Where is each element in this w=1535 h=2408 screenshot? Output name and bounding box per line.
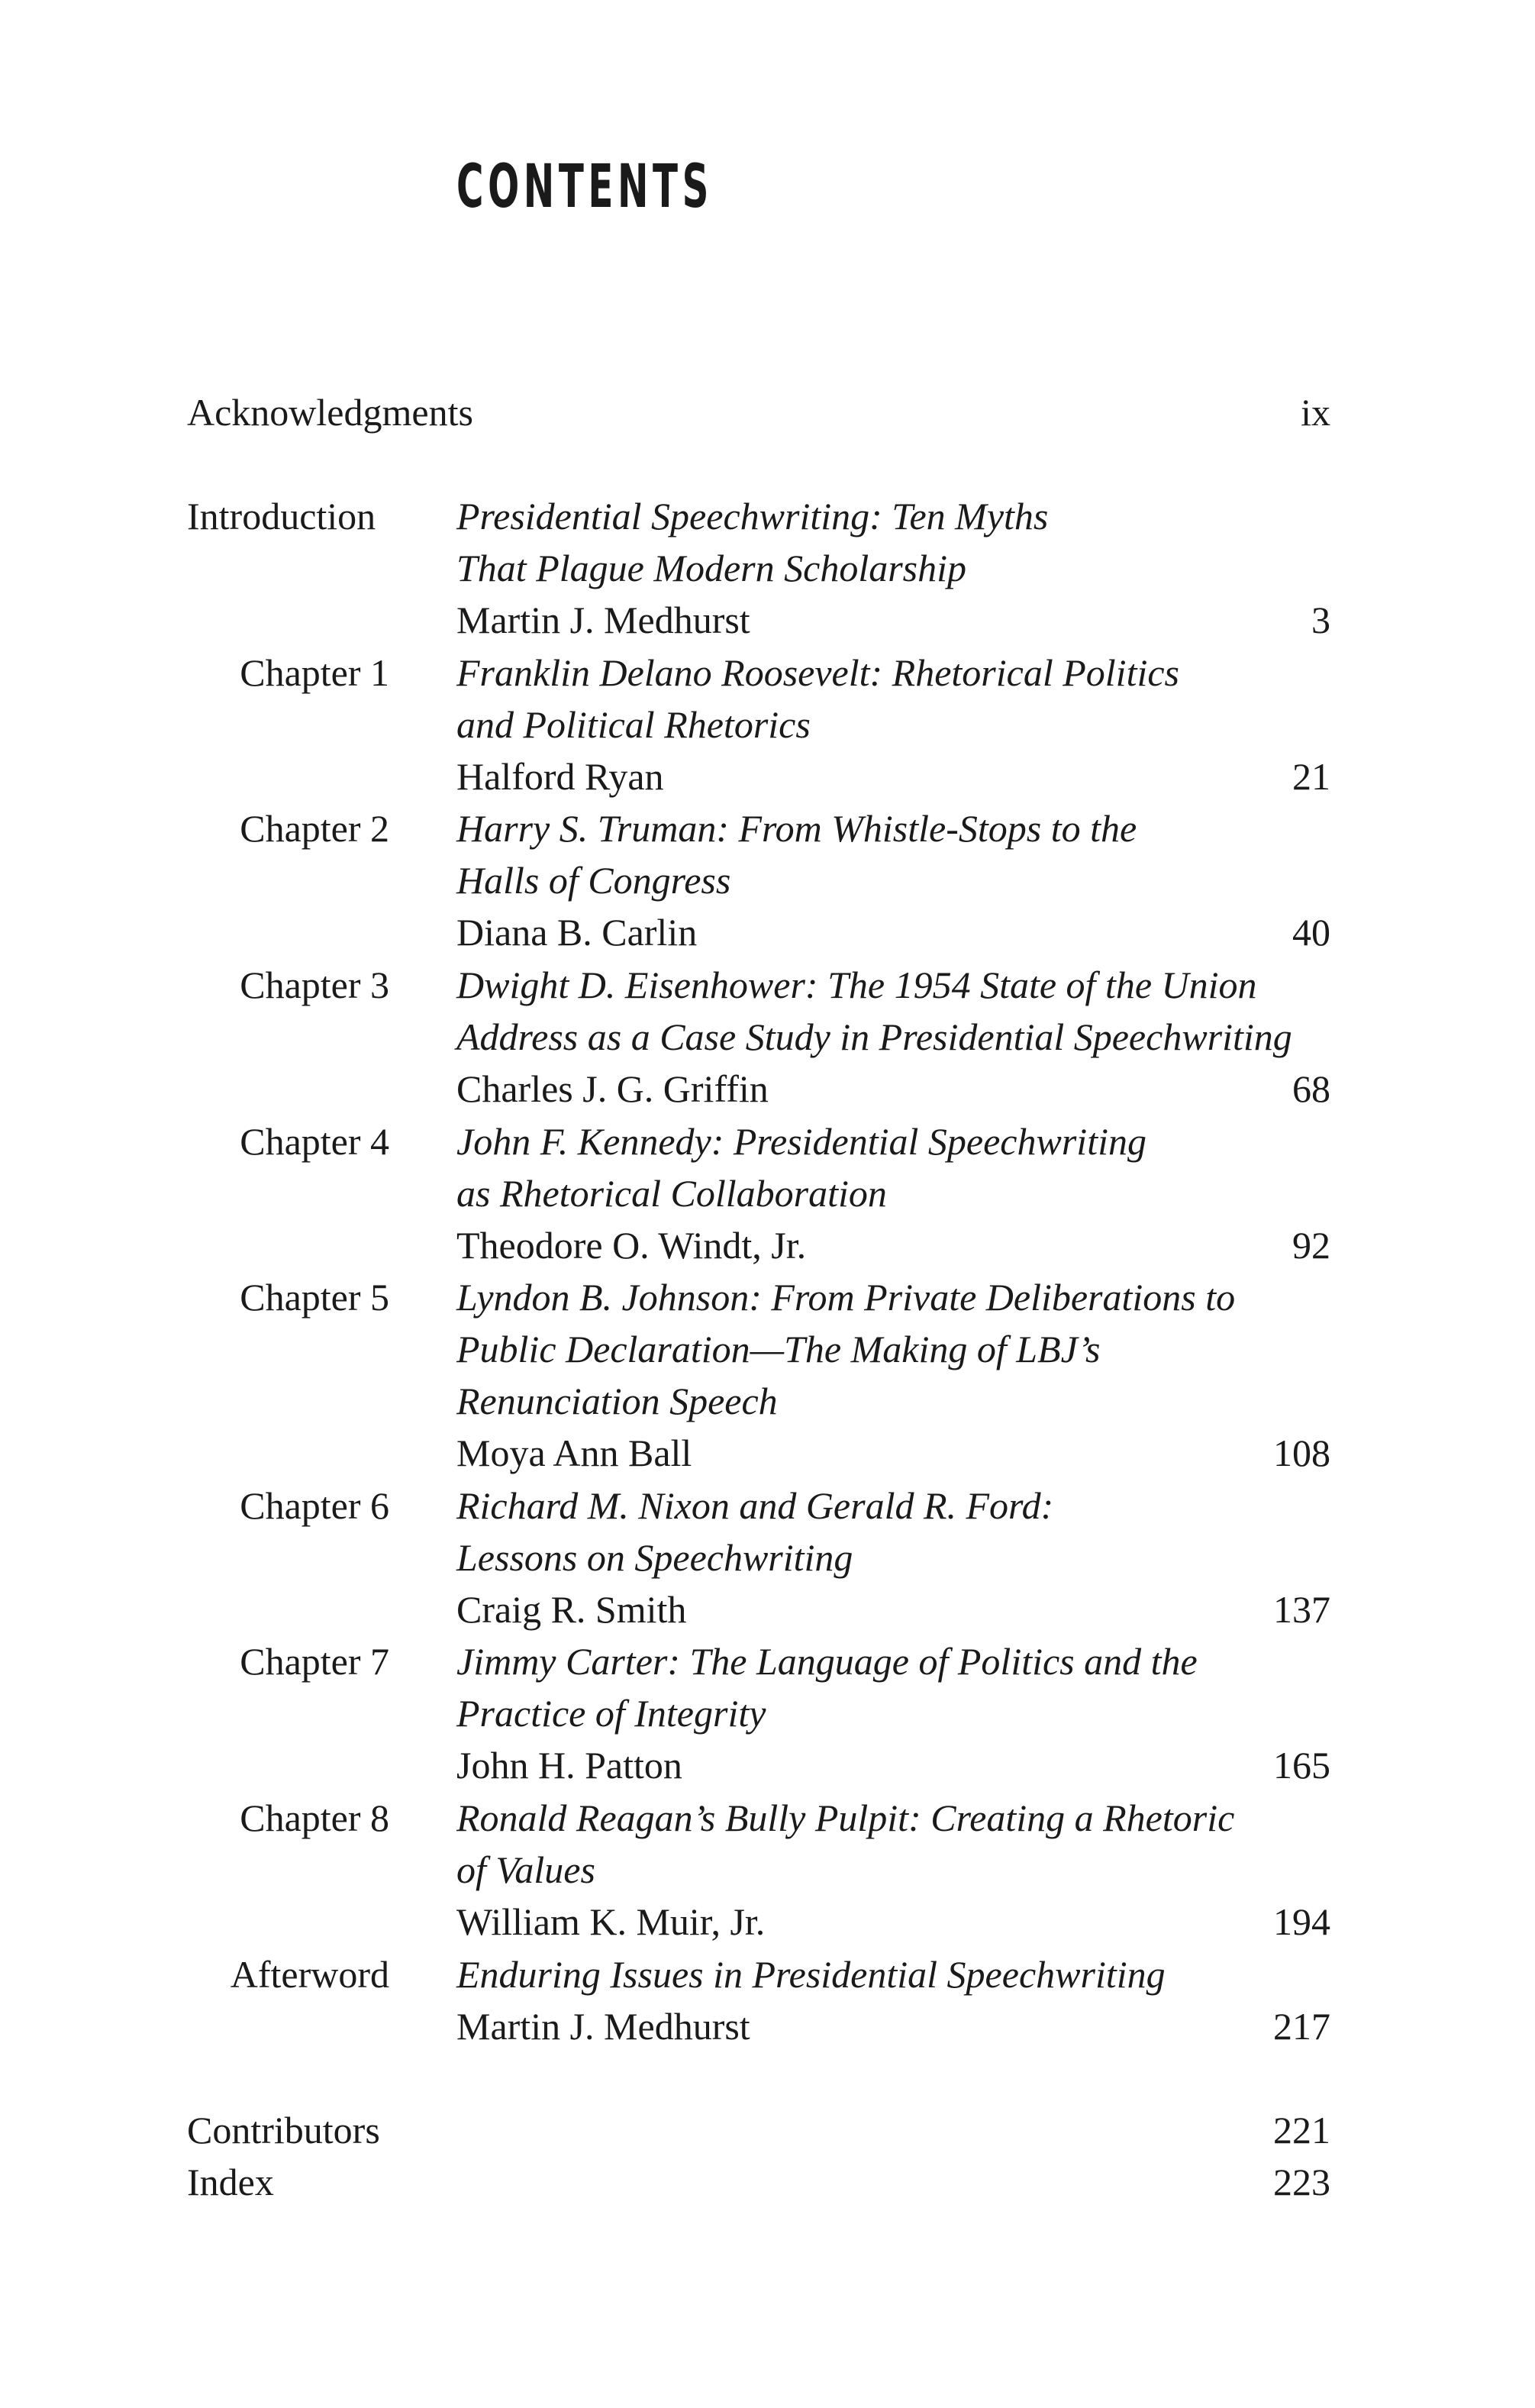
toc-chapter-6-title-line-1[interactable]: Richard M. Nixon and Gerald R. Ford: <box>456 1484 1054 1527</box>
toc-chapter-7-page: 165 <box>1273 1744 1330 1787</box>
toc-chapter-2-title-line-1[interactable]: Harry S. Truman: From Whistle-Stops to the <box>456 807 1137 850</box>
toc-chapter-6-label[interactable]: Chapter 6 <box>240 1484 389 1527</box>
toc-chapter-5-title-line-2[interactable]: Public Declaration—The Making of LBJ’s <box>456 1328 1101 1370</box>
toc-chapter-6-page: 137 <box>1273 1588 1330 1631</box>
toc-chapter-5-title-line-3[interactable]: Renunciation Speech <box>456 1380 778 1422</box>
toc-index-label[interactable]: Index <box>187 2161 274 2203</box>
toc-acknowledgments-label[interactable]: Acknowledgments <box>187 391 473 434</box>
page-title: CONTENTS <box>456 153 714 221</box>
toc-chapter-8-title-line-1[interactable]: Ronald Reagan’s Bully Pulpit: Creating a Rhetoric <box>456 1796 1235 1839</box>
toc-chapter-8-author: William K. Muir, Jr. <box>456 1900 766 1943</box>
toc-chapter-1-page: 21 <box>1292 755 1330 798</box>
toc-chapter-2-label[interactable]: Chapter 2 <box>240 807 389 850</box>
toc-chapter-2-title-line-2[interactable]: Halls of Congress <box>456 859 731 902</box>
toc-chapter-1-title-line-2[interactable]: and Political Rhetorics <box>456 703 811 746</box>
toc-contributors-page: 221 <box>1273 2109 1330 2151</box>
toc-acknowledgments-page: ix <box>1301 391 1330 434</box>
toc-introduction-author: Martin J. Medhurst <box>456 599 750 641</box>
toc-chapter-7-label[interactable]: Chapter 7 <box>240 1640 389 1683</box>
toc-chapter-8-page: 194 <box>1273 1900 1330 1943</box>
toc-chapter-6-author: Craig R. Smith <box>456 1588 687 1631</box>
toc-chapter-5-title-line-1[interactable]: Lyndon B. Johnson: From Private Deliberations to <box>456 1276 1236 1319</box>
toc-chapter-7-title-line-2[interactable]: Practice of Integrity <box>456 1692 766 1735</box>
toc-afterword-title-line-1[interactable]: Enduring Issues in Presidential Speechwriting <box>456 1953 1166 1996</box>
toc-chapter-4-label[interactable]: Chapter 4 <box>240 1120 389 1163</box>
toc-chapter-3-label[interactable]: Chapter 3 <box>240 964 389 1006</box>
toc-chapter-5-label[interactable]: Chapter 5 <box>240 1276 389 1319</box>
toc-chapter-3-page: 68 <box>1292 1067 1330 1110</box>
toc-chapter-7-author: John H. Patton <box>456 1744 682 1787</box>
toc-chapter-3-title-line-1[interactable]: Dwight D. Eisenhower: The 1954 State of the Union <box>456 964 1257 1006</box>
toc-chapter-7-title-line-1[interactable]: Jimmy Carter: The Language of Politics and the <box>456 1640 1198 1683</box>
toc-chapter-5-page: 108 <box>1273 1432 1330 1474</box>
toc-introduction-page: 3 <box>1311 599 1330 641</box>
toc-index-page: 223 <box>1273 2161 1330 2203</box>
toc-chapter-1-label[interactable]: Chapter 1 <box>240 651 389 694</box>
toc-chapter-6-title-line-2[interactable]: Lessons on Speechwriting <box>456 1536 853 1579</box>
toc-chapter-4-title-line-1[interactable]: John F. Kennedy: Presidential Speechwriting <box>456 1120 1146 1163</box>
toc-chapter-3-author: Charles J. G. Griffin <box>456 1067 769 1110</box>
toc-chapter-4-page: 92 <box>1292 1224 1330 1267</box>
toc-chapter-5-author: Moya Ann Ball <box>456 1432 692 1474</box>
toc-afterword-label[interactable]: Afterword <box>230 1953 389 1996</box>
toc-chapter-4-author: Theodore O. Windt, Jr. <box>456 1224 807 1267</box>
toc-chapter-3-title-line-2[interactable]: Address as a Case Study in Presidential Speechwriting <box>456 1015 1292 1058</box>
toc-chapter-4-title-line-2[interactable]: as Rhetorical Collaboration <box>456 1172 887 1215</box>
toc-afterword-author: Martin J. Medhurst <box>456 2005 750 2048</box>
toc-chapter-8-label[interactable]: Chapter 8 <box>240 1796 389 1839</box>
toc-chapter-2-page: 40 <box>1292 911 1330 954</box>
toc-chapter-8-title-line-2[interactable]: of Values <box>456 1848 595 1891</box>
toc-contributors-label[interactable]: Contributors <box>187 2109 380 2151</box>
toc-introduction-title-line-1[interactable]: Presidential Speechwriting: Ten Myths <box>456 495 1049 537</box>
toc-introduction-title-line-2[interactable]: That Plague Modern Scholarship <box>456 547 967 589</box>
toc-chapter-1-author: Halford Ryan <box>456 755 664 798</box>
toc-chapter-2-author: Diana B. Carlin <box>456 911 698 954</box>
toc-afterword-page: 217 <box>1273 2005 1330 2048</box>
toc-introduction-label[interactable]: Introduction <box>187 495 376 537</box>
toc-chapter-1-title-line-1[interactable]: Franklin Delano Roosevelt: Rhetorical Politics <box>456 651 1179 694</box>
